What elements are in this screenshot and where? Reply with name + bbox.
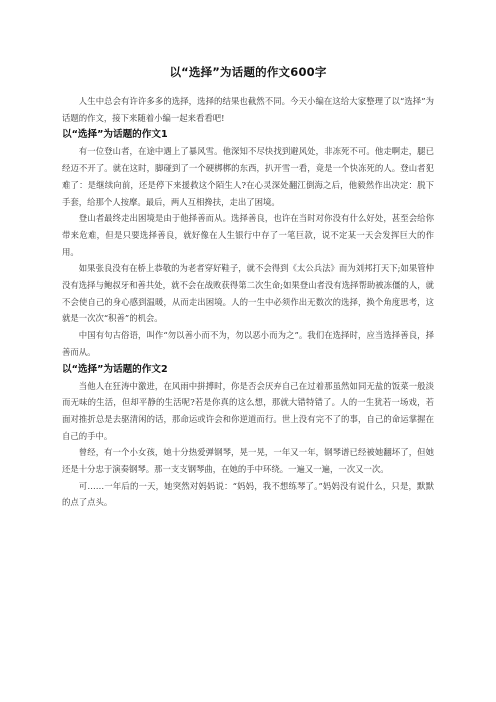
essay-1-paragraph: 登山者最终走出困境是由于他择善而从。选择善良，也许在当时对你没有什么好处，甚至会给你带来危难，但是只要选择善良，就好像在人生银行中存了一笔巨款，说不定某一天会发挥巨大的作用。 (62, 213, 434, 257)
essay-2-paragraph: 可……一年后的一天，她突然对妈妈说：“妈妈，我不想练琴了。”妈妈没有说什么，只是，默默的点了点头。 (62, 480, 434, 508)
article-body (62, 93, 434, 511)
essay-2-heading: 以“选择”为话题的作文2 (62, 363, 168, 375)
intro-paragraph: 人生中总会有许许多多的选择，选择的结果也截然不同。今天小编在这给大家整理了以“选择”为话题的作文，接下来随着小编一起来看看吧! (62, 96, 434, 123)
page-title: 以“选择”为话题的作文600字 (169, 65, 327, 79)
essay-1-paragraph: 中国有句古俗语，叫作“勿以善小而不为，勿以恶小而为之”。我们在选择时，应当选择善良，择善而从。 (62, 330, 434, 357)
essay-1-heading: 以“选择”为话题的作文1 (62, 129, 168, 141)
essay-2-paragraph: 当他人在狂涛中激进，在风雨中拼搏时，你是否会厌弃自己在过着那虽然如同无盐的饭菜一般淡而无味的生活，但却平静的生活呢?若是你真的这么想，那就大错特错了。人的一生犹若一场戏，若面对推折总是去驱清闲的话，那命运或许会和你逆道而行。世上没有完不了的事，自己的命运掌握在自己的手中。 (62, 380, 434, 441)
essay-2-paragraph: 曾经，有一个小女孩，她十分热爱弹钢琴，晃一晃，一年又一年，钢琴谱已经被她翻坏了，但她还是十分忠于演奏钢琴。那一支支钢琴曲，在她的手中环绕。一遍又一遍，一次又一次。 (62, 447, 434, 475)
essay-1-paragraph: 有一位登山者，在途中遇上了暴风雪。他深知不尽快找到避风处，非冻死不可。他走啊走，腿已经迈不开了。就在这时，脚碰到了一个硬梆梆的东西，扒开雪一看，竟是一个快冻死的人。登山者犯难了：是继续向前，还是停下来援救这个陌生人?在心灵深处翻江倒海之后，他毅然作出决定：脱下手套，给那个人按摩。最后，两人互相搀扶，走出了困境。 (62, 146, 434, 207)
essay-1-paragraph: 如果张良没有在桥上恭敬的为老者穿好鞋子，就不会得到《太公兵法》而为刘邦打天下;如果管仲没有选择与鲍叔牙和善共处，就不会在战败获得第二次生命;如果登山者没有选择帮助被冻僵的人，就不会使自己的身心感到温暖，从而走出困境。人的一生中必须作出无数次的选择，换个角度思考，这就是一次次“积善”的机会。 (62, 263, 434, 324)
